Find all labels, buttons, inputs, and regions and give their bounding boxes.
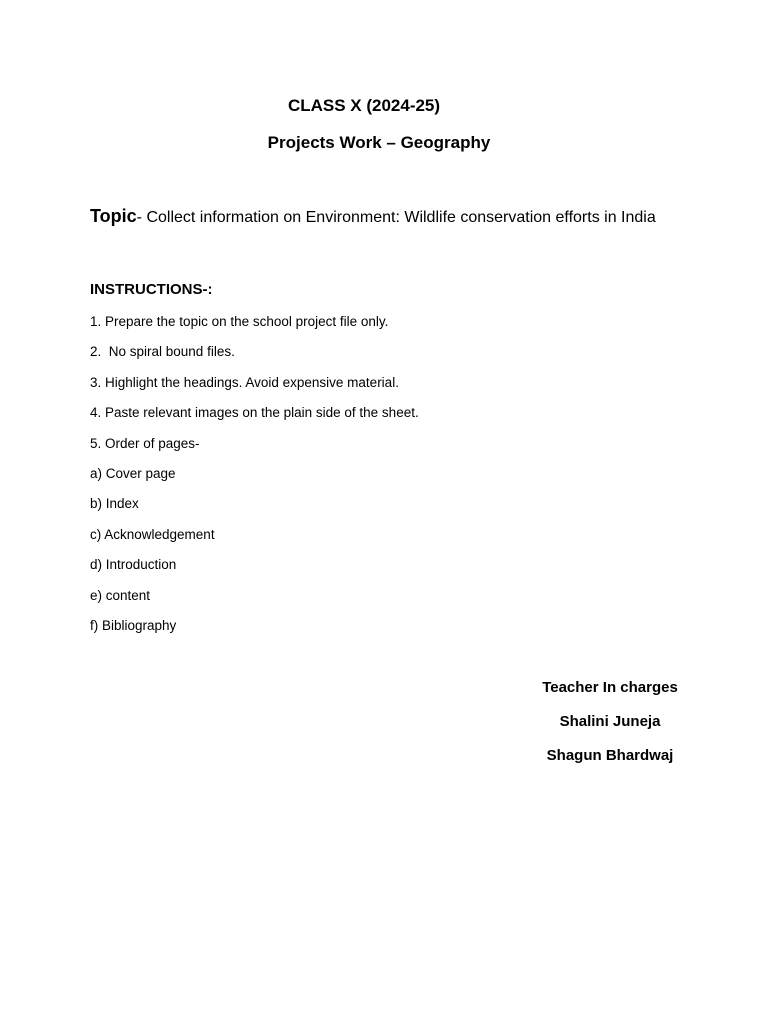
topic-label: Topic	[90, 206, 137, 226]
project-heading: Projects Work – Geography	[267, 133, 491, 152]
instruction-item: 5. Order of pages-	[90, 435, 200, 451]
page-order-item: c) Acknowledgement	[90, 526, 215, 542]
page-order-item: f) Bibliography	[90, 617, 177, 633]
page-order-item: a) Cover page	[90, 465, 176, 481]
signature-block	[530, 678, 690, 780]
teacher-name: Shalini Juneja	[559, 713, 661, 730]
topic-line	[90, 206, 740, 227]
page-order-item: d) Introduction	[90, 557, 177, 573]
page-order-item: e) content	[90, 587, 151, 603]
class-heading: CLASS X (2024-25)	[287, 96, 441, 115]
instructions-heading: INSTRUCTIONS-:	[90, 281, 213, 298]
instructions-list	[90, 313, 419, 647]
instruction-item: 1. Prepare the topic on the school project file only.	[90, 314, 389, 329]
topic-text: - Collect information on Environment: Wildlife conservation efforts in India	[136, 209, 656, 226]
page-order-item: b) Index	[90, 496, 139, 512]
instruction-item: 2. No spiral bound files.	[90, 344, 235, 360]
signature-title: Teacher In charges	[542, 679, 678, 696]
instruction-item: 3. Highlight the headings. Avoid expensive material.	[90, 374, 399, 390]
teacher-name: Shagun Bhardwaj	[546, 747, 674, 764]
instruction-item: 4. Paste relevant images on the plain side of the sheet.	[90, 405, 419, 421]
